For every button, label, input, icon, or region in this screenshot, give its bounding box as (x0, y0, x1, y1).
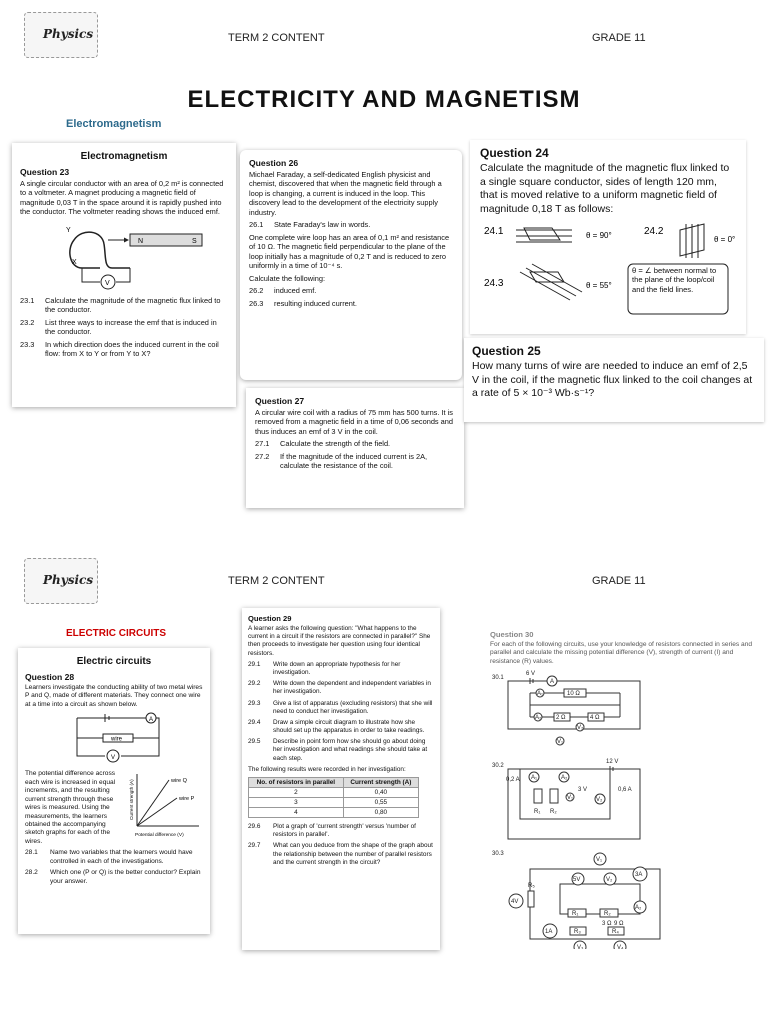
sub-question: 23.1 Calculate the magnitude of the magnetic flux linked to the conductor. (20, 295, 221, 315)
ammeter-a1: A₁ (537, 691, 544, 698)
question-25-card (464, 338, 764, 422)
fig-24-2-label: 24.2 (644, 225, 664, 237)
sub-question: 26.2 induced emf. (249, 286, 317, 296)
voltmeter-v1: V₁ (557, 739, 564, 746)
question-title: Question 23 (20, 167, 70, 177)
ammeter-a2: A₂ (535, 715, 542, 722)
question-text: A learner asks the following question: "What happens to the current in a circuit if the resistors are connected in parallel?" She then proceeds to investigate her question using four identical resistors. (248, 625, 431, 657)
grade-label: GRADE 11 (592, 32, 646, 44)
question-text: Calculate the magnitude of the magnetic flux linked to a single square conductor, sides of length 120 mm, that is moved relative to a uniform magnetic field of magnitude 0,18 T as follows: (480, 162, 730, 215)
grade-label-2: GRADE 11 (592, 575, 646, 587)
page-title: ELECTRICITY AND MAGNETISM (187, 86, 581, 113)
angle-definition-note: θ = ∠ between normal to the plane of the loop/coil and the field lines. (632, 265, 717, 294)
question-title: Question 26 (249, 158, 299, 168)
circuit-diagrams (490, 669, 762, 949)
point-y-label: Y (66, 226, 71, 234)
table-header: No. of resistors in parallel (249, 778, 344, 788)
y-axis-label: Current strength (A) (129, 779, 134, 821)
question-title: Question 29 (248, 614, 292, 623)
voltmeter-v2: V₂ (577, 725, 584, 732)
current-label: 0,2 A (506, 777, 520, 784)
question-28-card (18, 648, 210, 934)
fig-24-1-angle: θ = 90° (586, 230, 612, 240)
voltage-label: 4V (511, 899, 519, 906)
fig-24-3-label: 24.3 (484, 277, 504, 289)
voltage-label: 3 V (578, 787, 588, 794)
wire-circuit-diagram (25, 712, 201, 770)
sub-question: 23.3 In which direction does the induced current in the coil flow: from X to Y or from Y to X? (20, 339, 219, 359)
current-label: 0,6 A (618, 787, 632, 794)
sub-question: 29.3 Give a list of apparatus (excluding resistors) that she will need to conduct her investigation. (248, 699, 433, 715)
table-row: 2 0,40 (249, 788, 419, 798)
card-heading: Electromagnetism (80, 151, 168, 162)
sub-question: 23.2 List three ways to increase the emf that is induced in the conductor. (20, 317, 217, 337)
voltage-label: 5V (573, 877, 581, 884)
question-text: Learners investigate the conducting ability of two metal wires P and Q, made of different materials. They connect one wire at a time into a circuit as shown below. (25, 684, 203, 708)
circuit-30-1-label: 30.1 (492, 675, 504, 682)
magnet-s-label: S (192, 237, 197, 245)
voltmeter-v3: V₃ (577, 945, 584, 950)
physics-logo: Physics (24, 12, 98, 58)
question-text: A circular wire coil with a radius of 75 mm has 500 turns. It is removed from a magnetic field in a time of 0,06 seconds and thus induces an emf of 3 V in the coil. (255, 408, 454, 436)
current-label: 1A (545, 929, 553, 936)
table-intro: The following results were recorded in her investigation: (248, 765, 406, 773)
fig-24-1-label: 24.1 (484, 225, 504, 237)
x-axis-label: Potential difference (V) (135, 833, 184, 839)
wire-p-label: wire P (179, 796, 195, 803)
voltmeter-v1: V₁ (567, 795, 574, 802)
resistor-label: R₂ (550, 809, 557, 816)
question-26-card (240, 150, 462, 380)
question-title: Question 24 (480, 146, 549, 160)
sub-question: 28.2 Which one (P or Q) is the better conductor? Explain your answer. (25, 869, 201, 885)
question-text-2: One complete wire loop has an area of 0,1 m² and resistance of 10 Ω. The magnetic field perpendicular to the plane of the loop initially has a magnitude of 0,2 T and is reduced to zero uniformly in a time of 10⁻⁴ s. (249, 232, 450, 271)
question-text: A single circular conductor with an area of 0,2 m² is connected to a voltmeter. A magnet producing a magnetic field of magnitude 0,03 T in the space around it is rapidly pushed into the conductor. The voltmeter reading shows the induced emf. (20, 179, 224, 217)
voltmeter-label: V (111, 755, 116, 762)
fig-24-2-angle: θ = 0° (714, 234, 736, 244)
wire-label: wire (111, 736, 123, 743)
current-voltage-graph (125, 770, 203, 844)
emf-label: 6 V (526, 671, 536, 678)
sub-question: 29.6 Plot a graph of 'current strength' versus 'number of resistors in parallel'. (248, 823, 416, 839)
voltmeter-v1: V₁ (596, 857, 603, 864)
resistance-label: 9 Ω (614, 921, 624, 928)
term-label-2: TERM 2 CONTENT (228, 575, 325, 587)
question-23-card (12, 143, 236, 407)
results-table (248, 777, 419, 818)
physics-logo-2: Physics (24, 558, 98, 604)
emf-label: 12 V (606, 759, 619, 766)
question-text: How many turns of wire are needed to induce an emf of 2,5 V in the coil, if the magnetic flux linked to the coil changes at a rate of 5 × 10⁻³ Wb·s⁻¹? (472, 360, 753, 400)
sub-question: 29.2 Write down the dependent and independent variables in her investigation. (248, 680, 431, 696)
ammeter-label: A (550, 679, 555, 686)
resistor-label: R₄ (612, 929, 619, 936)
resistor-label: 10 Ω (567, 691, 580, 698)
table-row: 3 0,55 (249, 798, 419, 808)
voltmeter-v4: V₄ (617, 945, 624, 950)
ammeter-label: A (149, 717, 154, 724)
coil-magnet-diagram (20, 220, 228, 292)
card-heading: Electric circuits (76, 656, 152, 667)
sub-question: 29.1 Write down an appropriate hypothesis for her investigation. (248, 660, 401, 676)
resistor-label: R₅ (528, 883, 535, 890)
fig-24-3-angle: θ = 55° (586, 280, 612, 290)
question-title: Question 27 (255, 396, 305, 406)
resistor-label: R₁ (534, 809, 541, 816)
resistor-label: 2 Ω (556, 715, 566, 722)
sub-question: 27.1 Calculate the strength of the field. (255, 439, 391, 449)
sub-question: 29.4 Draw a simple circuit diagram to illustrate how she should set up the apparatus in order to take readings. (248, 718, 425, 735)
voltmeter-v2: V₂ (606, 877, 613, 884)
flux-orientation-diagrams (480, 220, 740, 320)
sub-question: 29.7 What can you deduce from the shape of the graph about the relationship between the number of parallel resistors and the current strength in the circuit? (248, 842, 433, 866)
voltmeter-label: V (105, 279, 110, 287)
question-27-card (246, 388, 464, 508)
resistor-label: R₂ (604, 911, 611, 918)
question-text: Michael Faraday, a self-dedicated English physicist and chemist, discovered that when the magnetic field through a loop is changing, a current is induced in the loop. This discovery lead to the development of the electricity supply industry. (249, 170, 442, 217)
question-text: For each of the following circuits, use your knowledge of resistors connected in series and parallel and calculate the missing potential difference (V), strength of current (I) and resistance (R) values. (490, 641, 753, 665)
question-title: Question 30 (490, 630, 534, 639)
question-29-card (242, 608, 440, 950)
resistor-label: 4 Ω (590, 715, 600, 722)
section-heading-2: ELECTRIC CIRCUITS (66, 628, 166, 639)
resistor-label: R₃ (574, 929, 581, 936)
question-30-card (490, 630, 762, 950)
question-title: Question 28 (25, 672, 75, 682)
wire-q-label: wire Q (171, 778, 187, 785)
circuit-30-2-label: 30.2 (492, 763, 504, 770)
magnet-n-label: N (138, 237, 144, 245)
point-x-label: X (72, 258, 77, 266)
circuit-30-3-label: 30.3 (492, 851, 504, 858)
sub-question: 26.1 State Faraday's law in words. (249, 220, 371, 230)
ammeter-a2: A₂ (561, 775, 568, 782)
resistor-label: R₁ (572, 911, 579, 918)
sub-question: 28.1 Name two variables that the learners would have controlled in each of the investigations. (25, 849, 193, 865)
question-title: Question 25 (472, 344, 541, 358)
table-header: Current strength (A) (343, 778, 418, 788)
question-24-card (470, 140, 746, 334)
resistance-label: 3 Ω (602, 921, 612, 928)
sub-question: 29.5 Describe in point form how she should go about doing her investigation and what readings she should take at each step. (248, 738, 428, 762)
ammeter-a1: A₁ (531, 775, 538, 782)
term-label: TERM 2 CONTENT (228, 32, 325, 44)
sub-question: 27.2 If the magnitude of the induced current is 2A, calculate the resistance of the coil. (255, 451, 428, 471)
current-label: 3A (635, 872, 643, 879)
voltmeter-v2: V₂ (596, 797, 603, 804)
question-text-2: The potential difference across each wire is increased in equal increments, and the resulting current strength through these wires is measured. Using the measurements, the learners obtained the accompanying sketch graphs for each of the wires. (25, 770, 116, 845)
sub-question: 26.3 resulting induced current. (249, 298, 357, 308)
ammeter-a2: A₂ (635, 905, 642, 912)
table-row: 4 0,80 (249, 808, 419, 818)
calculate-label: Calculate the following: (249, 273, 326, 283)
section-heading: Electromagnetism (66, 118, 162, 130)
